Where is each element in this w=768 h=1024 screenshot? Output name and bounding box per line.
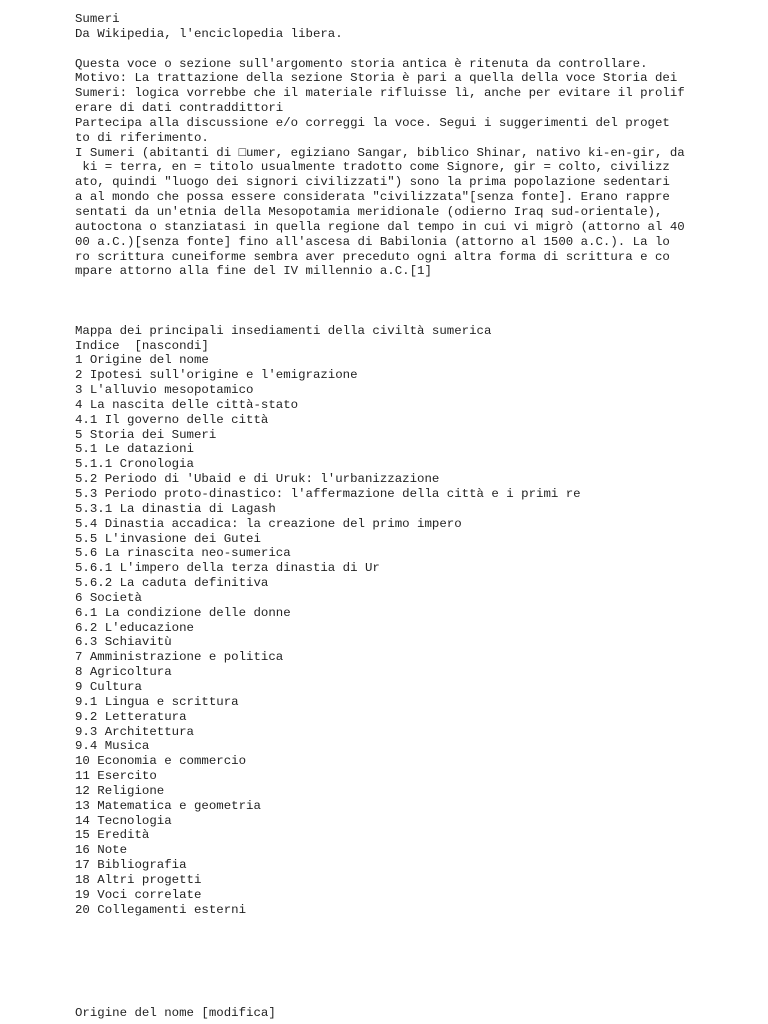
table-of-contents bbox=[75, 339, 755, 918]
intro-line: 00 a.C.)[senza fonte] fino all'ascesa di Babilonia (attorno al 1500 a.C.). La lo bbox=[75, 234, 670, 249]
toc-item[interactable]: 20 Collegamenti esterni bbox=[75, 902, 247, 917]
toc-item[interactable]: 5.6 La rinascita neo-sumerica bbox=[75, 546, 291, 561]
toc-item[interactable]: 2 Ipotesi sull'origine e l'emigrazione bbox=[75, 368, 358, 383]
maintenance-notice bbox=[75, 57, 755, 146]
toc-item[interactable]: 13 Matematica e geometria bbox=[75, 798, 261, 813]
toc-item[interactable]: 16 Note bbox=[75, 843, 128, 858]
toc-item[interactable]: 9 Cultura bbox=[75, 679, 142, 694]
toc-list bbox=[75, 353, 755, 917]
toc-item[interactable]: 18 Altri progetti bbox=[75, 872, 202, 887]
intro-line: autoctona o stanziatasi in quella regione dal tempo in cui vi migrò (attorno al 40 bbox=[75, 219, 685, 234]
intro-line: sentati da un'etnia della Mesopotamia meridionale (odierno Iraq sud-orientale), bbox=[75, 204, 663, 219]
toc-item[interactable]: 14 Tecnologia bbox=[75, 813, 172, 828]
toc-item[interactable]: 4 La nascita delle città-stato bbox=[75, 397, 299, 412]
notice-line: Motivo: La trattazione della sezione Storia è pari a quella della voce Storia dei bbox=[75, 71, 678, 86]
intro-line: ro scrittura cuneiforme sembra aver preceduto ogni altra forma di scrittura e co bbox=[75, 249, 670, 264]
notice-line: to di riferimento. bbox=[75, 130, 209, 145]
map-caption: Mappa dei principali insediamenti della civiltà sumerica bbox=[75, 323, 492, 338]
intro-line: a al mondo che possa essere considerata "civilizzata"[senza fonte]. Erano rappre bbox=[75, 190, 670, 205]
toc-item[interactable]: 5.1.1 Cronologia bbox=[75, 457, 194, 472]
toc-item[interactable]: 5.3 Periodo proto-dinastico: l'affermazione della città e i primi re bbox=[75, 487, 581, 502]
intro-line: ki = terra, en = titolo usualmente tradotto come Signore, gir = colto, civilizz bbox=[75, 160, 670, 175]
toc-item[interactable]: 9.4 Musica bbox=[75, 739, 150, 754]
edit-section-link[interactable]: [modifica] bbox=[201, 1006, 276, 1020]
intro-paragraph bbox=[75, 146, 755, 280]
toc-item[interactable]: 1 Origine del nome bbox=[75, 353, 209, 368]
page-subtitle: Da Wikipedia, l'enciclopedia libera. bbox=[75, 26, 343, 41]
toc-item[interactable]: 4.1 Il governo delle città bbox=[75, 412, 269, 427]
toc-item[interactable]: 12 Religione bbox=[75, 783, 165, 798]
toc-item[interactable]: 11 Esercito bbox=[75, 769, 157, 784]
toc-item[interactable]: 5 Storia dei Sumeri bbox=[75, 427, 217, 442]
toc-item[interactable]: 5.6.1 L'impero della terza dinastia di Ur bbox=[75, 561, 380, 576]
toc-item[interactable]: 5.4 Dinastia accadica: la creazione del primo impero bbox=[75, 516, 462, 531]
toc-item[interactable]: 5.1 Le datazioni bbox=[75, 442, 194, 457]
toc-item[interactable]: 6 Società bbox=[75, 590, 142, 605]
toc-item[interactable]: 10 Economia e commercio bbox=[75, 754, 247, 769]
toc-item[interactable]: 5.3.1 La dinastia di Lagash bbox=[75, 501, 276, 516]
toc-item[interactable]: 8 Agricoltura bbox=[75, 665, 172, 680]
intro-line: ato, quindi "luogo dei signori civilizzati") sono la prima popolazione sedentari bbox=[75, 175, 670, 190]
section-title: Origine del nome bbox=[75, 1006, 194, 1020]
toc-item[interactable]: 9.2 Letteratura bbox=[75, 709, 187, 724]
toc-title: Indice bbox=[75, 338, 120, 353]
notice-line: erare di dati contraddittori bbox=[75, 101, 284, 116]
toc-header bbox=[75, 339, 755, 354]
toc-item[interactable]: 7 Amministrazione e politica bbox=[75, 650, 284, 665]
toc-item[interactable]: 19 Voci correlate bbox=[75, 887, 202, 902]
toc-item[interactable]: 5.2 Periodo di 'Ubaid e di Uruk: l'urbanizzazione bbox=[75, 472, 440, 487]
toc-item[interactable]: 9.3 Architettura bbox=[75, 724, 194, 739]
notice-line: Partecipa alla discussione e/o correggi la voce. Segui i suggerimenti del proget bbox=[75, 115, 670, 130]
toc-item[interactable]: 3 L'alluvio mesopotamico bbox=[75, 383, 254, 398]
toc-item[interactable]: 15 Eredità bbox=[75, 828, 150, 843]
toc-item[interactable]: 6.2 L'educazione bbox=[75, 620, 194, 635]
toc-item[interactable]: 6.1 La condizione delle donne bbox=[75, 605, 291, 620]
toc-item[interactable]: 9.1 Lingua e scrittura bbox=[75, 694, 239, 709]
page-title: Sumeri bbox=[75, 12, 120, 26]
toc-item[interactable]: 5.6.2 La caduta definitiva bbox=[75, 576, 269, 591]
notice-line: Sumeri: logica vorrebbe che il materiale rifluisse lì, anche per evitare il prolif bbox=[75, 86, 685, 101]
notice-line: Questa voce o sezione sull'argomento storia antica è ritenuta da controllare. bbox=[75, 56, 648, 71]
toc-item[interactable]: 17 Bibliografia bbox=[75, 858, 187, 873]
intro-line: I Sumeri (abitanti di □umer, egiziano Sangar, biblico Shinar, nativo ki-en-gir, da bbox=[75, 145, 685, 160]
toc-item[interactable]: 5.5 L'invasione dei Gutei bbox=[75, 531, 261, 546]
article-body bbox=[75, 12, 755, 917]
section-heading bbox=[75, 1006, 276, 1021]
toc-item[interactable]: 6.3 Schiavitù bbox=[75, 635, 172, 650]
toc-toggle-link[interactable]: [nascondi] bbox=[134, 338, 209, 353]
intro-line: mpare attorno alla fine del IV millennio a.C.[1] bbox=[75, 264, 432, 279]
